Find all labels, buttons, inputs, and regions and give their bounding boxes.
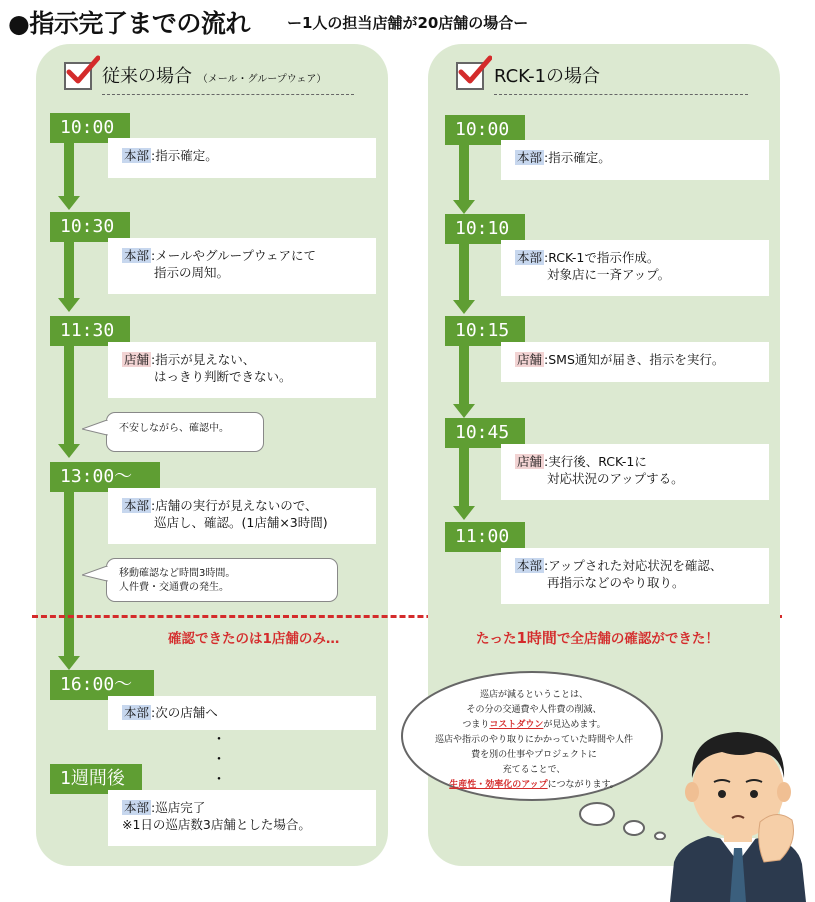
step-text: :アップされた対応状況を確認、 [544, 558, 723, 573]
businessman-illustration [660, 712, 810, 902]
step-text: :SMS通知が届き、指示を実行。 [544, 352, 725, 367]
flow-line [459, 142, 469, 204]
flow-line [459, 242, 469, 304]
arrow-down-icon [453, 506, 475, 520]
step-card [108, 696, 376, 730]
step-text: 指示の周知。 [154, 265, 230, 280]
page-title: ●指示完了までの流れ [8, 9, 250, 38]
step-text: 対象店に一斉アップ。 [547, 267, 671, 282]
arrow-down-icon [58, 196, 80, 210]
flow-line [64, 240, 74, 302]
step-label: 本部 [124, 248, 150, 263]
step-card [108, 238, 376, 294]
speech-bubble-tail [82, 420, 108, 436]
arrow-down-icon [453, 300, 475, 314]
step-text: :店舗の実行が見えないので、 [151, 498, 318, 513]
step-text: :実行後、RCK-1に [544, 454, 647, 469]
step-text: 再指示などのやり取り。 [547, 575, 685, 590]
arrow-down-icon [453, 200, 475, 214]
step-card [108, 138, 376, 178]
step-label: 本部 [124, 498, 150, 513]
step-text: :指示確定。 [151, 148, 218, 163]
step-card [108, 488, 376, 544]
time-badge: 11:00 [445, 522, 525, 552]
step-card [501, 140, 769, 180]
speech-bubble: 不安しながら、確認中。 [106, 412, 264, 452]
checkbox-icon [456, 62, 484, 90]
flow-line [459, 448, 469, 510]
step-label: 本部 [124, 800, 150, 815]
step-text: 巡店し、確認。(1店舗×3時間) [154, 515, 328, 530]
step-label: 本部 [124, 148, 150, 163]
left-panel-heading-note: （メール・グループウェア） [197, 74, 327, 85]
step-card [501, 342, 769, 382]
arrow-down-icon [58, 656, 80, 670]
step-text: :RCK-1で指示作成。 [544, 250, 660, 265]
time-badge: 10:00 [445, 115, 525, 145]
step-label: 本部 [517, 150, 543, 165]
speech-bubble: 移動確認など時間3時間。 人件費・交通費の発生。 [106, 558, 338, 602]
step-label: 店舗 [517, 352, 543, 367]
step-card [108, 790, 376, 846]
thought-text: 巡店が減るということは、 その分の交通費や人件費の削減、 つまりコストダウンが見込めます。 巡店や指示のやり取りにかかっていた時間や人件 費を別の仕事やプロジェクトに 充てることで、 生産性・効率化のアップにつながります。 [434, 690, 633, 790]
time-badge: 13:00〜 [50, 462, 160, 492]
step-text: :指示確定。 [544, 150, 611, 165]
time-badge: 16:00〜 [50, 670, 154, 700]
time-badge: 1週間後 [50, 764, 142, 794]
step-text: :巡店完了 [151, 800, 206, 815]
ellipsis-dots: ・ ・ ・ [212, 732, 226, 788]
page-subtitle: ー1人の担当店舗が20店舗の場合ー [287, 14, 529, 32]
flow-line [64, 490, 74, 660]
arrow-down-icon [58, 298, 80, 312]
step-text: 対応状況のアップする。 [547, 471, 684, 486]
time-badge: 10:00 [50, 113, 130, 143]
time-badge: 10:45 [445, 418, 525, 448]
step-text: :指示が見えない、 [151, 352, 256, 367]
checkbox-icon [64, 62, 92, 90]
step-label: 本部 [517, 558, 543, 573]
time-badge: 10:10 [445, 214, 525, 244]
time-badge: 10:15 [445, 316, 525, 346]
left-panel-heading: 従来の場合 （メール・グループウェア） [102, 62, 354, 95]
step-card [108, 342, 376, 398]
step-text: はっきり判断できない。 [154, 369, 292, 384]
time-badge: 11:30 [50, 316, 130, 346]
right-result-text: たった1時間で全店舗の確認ができた！ [476, 629, 719, 647]
step-label: 本部 [124, 705, 150, 720]
speech-bubble-tail [82, 566, 108, 582]
arrow-down-icon [58, 444, 80, 458]
step-card [501, 240, 769, 296]
flow-line [64, 142, 74, 202]
step-label: 店舗 [124, 352, 150, 367]
flow-line [459, 344, 469, 408]
flow-line [64, 344, 74, 448]
step-card [501, 548, 769, 604]
step-text: :次の店舗へ [151, 705, 218, 720]
step-text: :メールやグループウェアにて [151, 248, 316, 263]
right-panel-heading: RCK-1の場合 [494, 62, 748, 95]
left-result-text: 確認できたのは1店舗のみ… [168, 631, 340, 647]
step-text: ※1日の巡店数3店舗とした場合。 [122, 817, 311, 832]
arrow-down-icon [453, 404, 475, 418]
step-label: 店舗 [517, 454, 543, 469]
time-badge: 10:30 [50, 212, 130, 242]
step-label: 本部 [517, 250, 543, 265]
step-card [501, 444, 769, 500]
